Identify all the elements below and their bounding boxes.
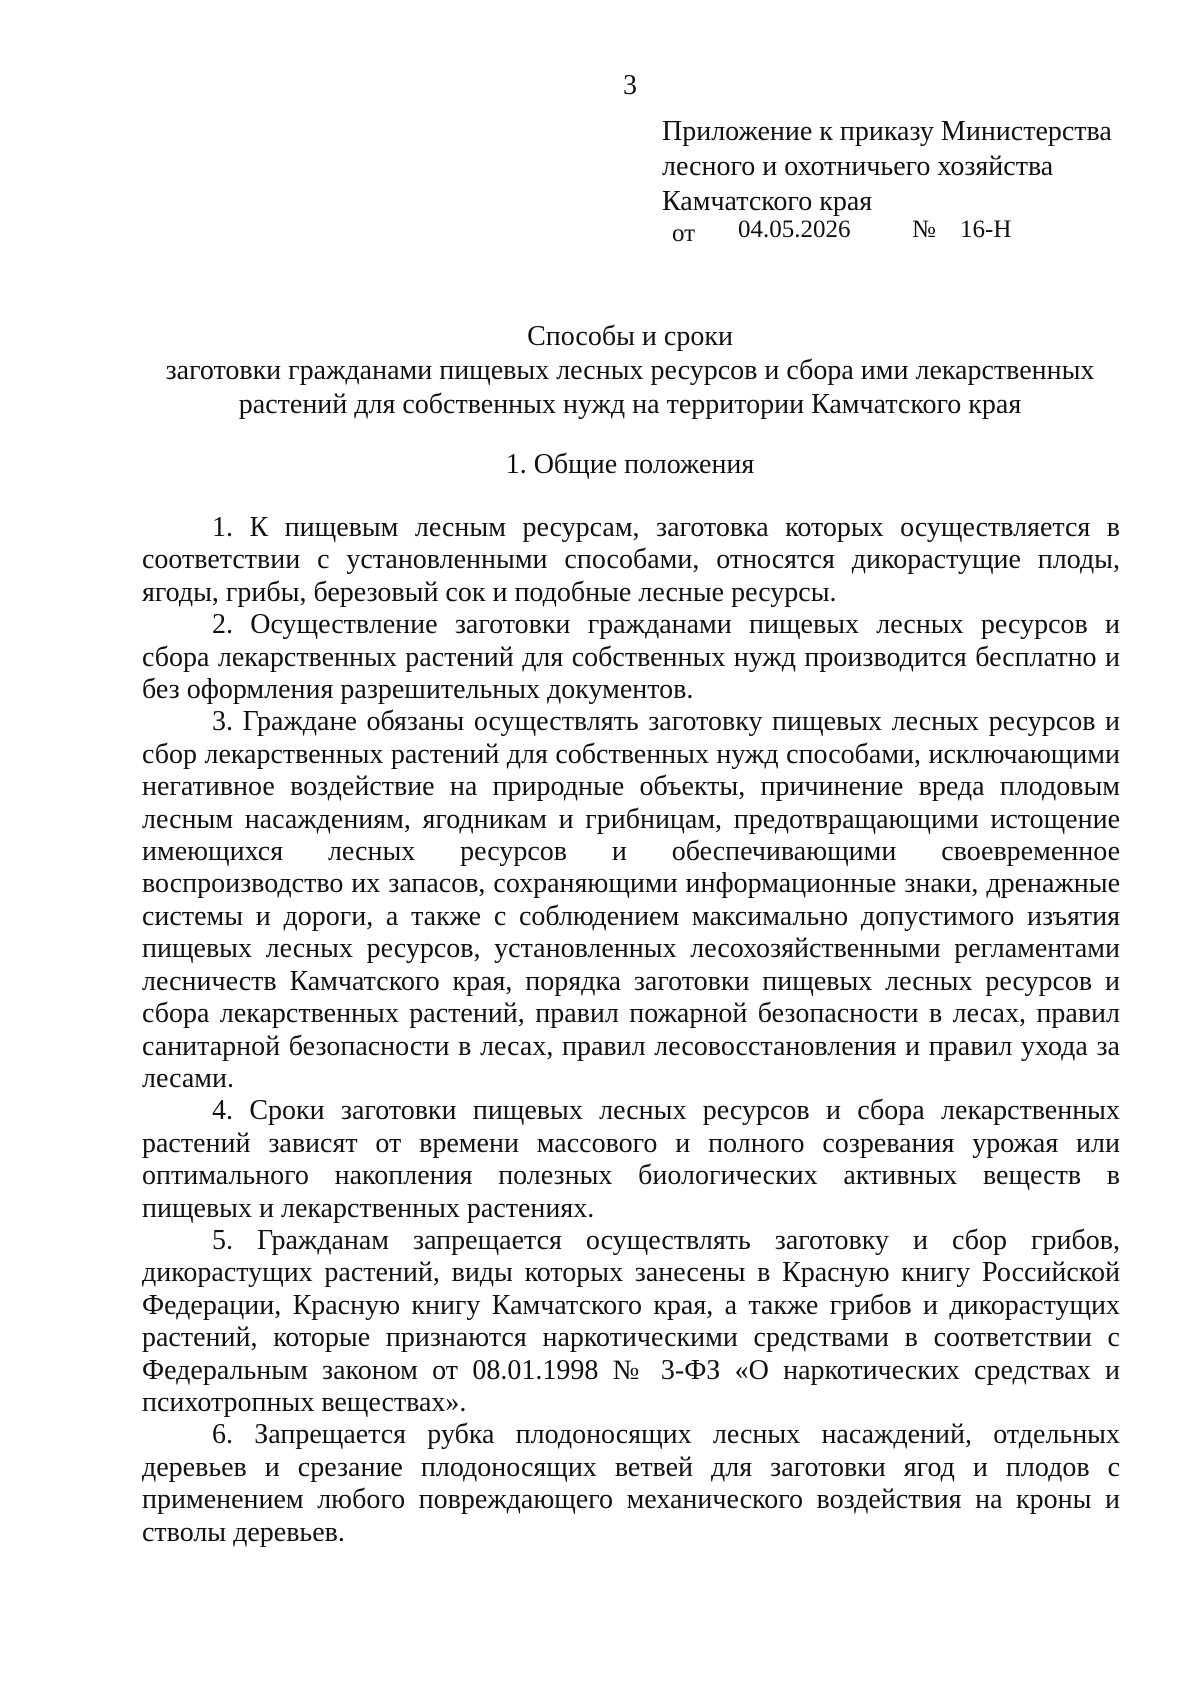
order-date: 04.05.2026: [738, 216, 851, 243]
paragraph-6: 6. Запрещается рубка плодоносящих лесных насаждений, отдельных деревьев и срезание плодоносящих ветвей для заготовки ягод и плодов с применением любого повреждающего механического воздействия на кроны и стволы деревьев.: [142, 1419, 1120, 1548]
paragraph-1: 1. К пищевым лесным ресурсам, заготовка которых осуществляется в соответствии с установленными способами, относятся дикорастущие плоды, ягоды, грибы, березовый сок и подобные лесные ресурсы.: [142, 512, 1120, 608]
order-number: 16-Н: [960, 216, 1012, 243]
order-from-label: от: [672, 220, 696, 247]
order-reference: [672, 214, 1092, 250]
paragraph-4: 4. Сроки заготовки пищевых лесных ресурсов и сбора лекарственных растений зависят от времени массового и полного созревания урожая или оптимального накопления полезных биологических активных веществ в пищевых и лекарственных растениях.: [142, 1095, 1120, 1224]
title-line: заготовки гражданами пищевых лесных ресурсов и сбора ими лекарственных: [165, 355, 1095, 386]
title-line: Способы и сроки: [527, 321, 733, 352]
order-number-sign: №: [912, 216, 936, 243]
title-line: растений для собственных нужд на территории Камчатского края: [238, 389, 1022, 420]
section-heading: 1. Общие положения: [505, 449, 755, 480]
paragraph-2: 2. Осуществление заготовки гражданами пищевых лесных ресурсов и сбора лекарственных растений для собственных нужд производится бесплатно и без оформления разрешительных документов.: [142, 609, 1120, 706]
appendix-line: Камчатского края: [662, 186, 873, 217]
appendix-header: [662, 114, 1162, 219]
page-number: 3: [623, 70, 637, 101]
appendix-line: Приложение к приказу Министерства: [662, 116, 1112, 147]
document-body: [142, 512, 1120, 1549]
document-title: [140, 320, 1120, 422]
paragraph-3: 3. Граждане обязаны осуществлять заготовку пищевых лесных ресурсов и сбор лекарственных растений для собственных нужд способами, исключающими негативное воздействие на природные объекты, причинение вреда плодовым лесным насаждениям, ягодникам и грибницам, предотвращающими истощение имеющихся лесных ресурсов и обеспечивающими своевременное воспроизводство их запасов, сохраняющими информационные знаки, дренажные системы и дороги, а также с соблюдением максимально допустимого изъятия пищевых лесных ресурсов, установленных лесохозяйственными регламентами лесничеств Камчатского края, порядка заготовки пищевых лесных ресурсов и сбора лекарственных растений, правил пожарной безопасности в лесах, правил санитарной безопасности в лесах, правил лесовосстановления и правил ухода за лесами.: [142, 706, 1120, 1094]
appendix-line: лесного и охотничьего хозяйства: [662, 151, 1054, 182]
paragraph-5: 5. Гражданам запрещается осуществлять заготовку и сбор грибов, дикорастущих растений, виды которых занесены в Красную книгу Российской Федерации, Красную книгу Камчатского края, а также грибов и дикорастущих растений, которые признаются наркотическими средствами в соответствии с Федеральным законом от 08.01.1998 № 3-ФЗ «О наркотических средствах и психотропных веществах».: [142, 1224, 1120, 1418]
